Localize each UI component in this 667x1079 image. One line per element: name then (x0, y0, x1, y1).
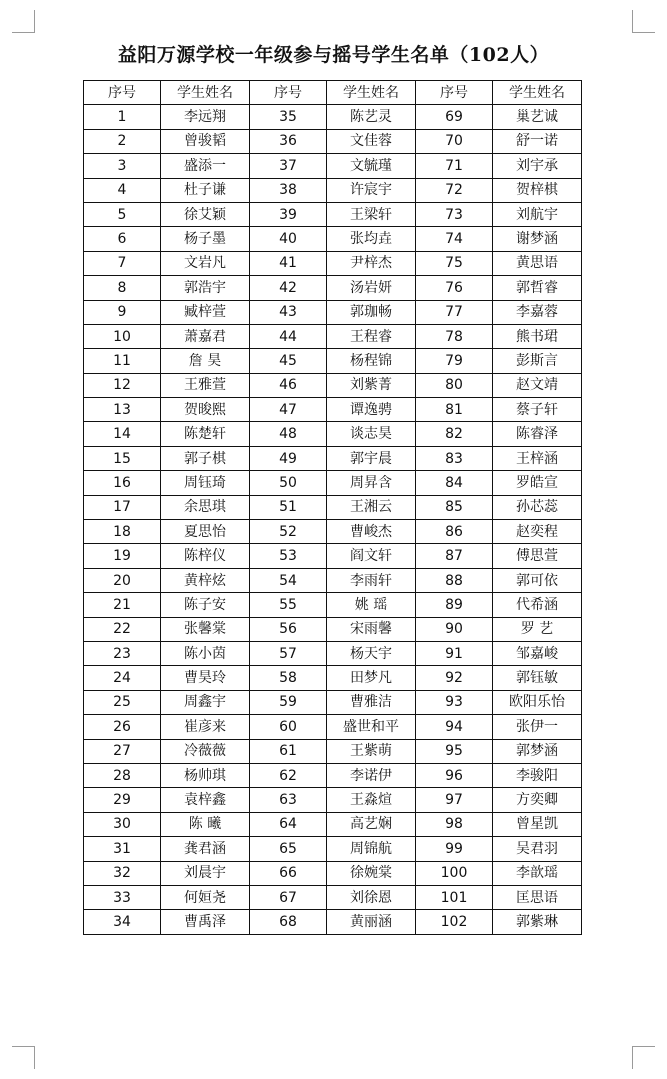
student-number-cell: 87 (416, 544, 493, 568)
student-number-cell: 80 (416, 373, 493, 397)
student-number-cell: 15 (84, 446, 161, 470)
student-name-cell: 李雨轩 (327, 568, 416, 592)
student-name-cell: 郭钰敏 (493, 666, 582, 690)
student-name-cell: 刘徐恩 (327, 885, 416, 909)
student-name-cell: 郭子棋 (161, 446, 250, 470)
student-name-cell: 李骏阳 (493, 763, 582, 787)
student-number-cell: 3 (84, 154, 161, 178)
student-number-cell: 76 (416, 276, 493, 300)
student-name-cell: 吴君羽 (493, 837, 582, 861)
student-number-cell: 42 (250, 276, 327, 300)
header-cell: 序号 (416, 81, 493, 105)
student-number-cell: 31 (84, 837, 161, 861)
student-number-cell: 90 (416, 617, 493, 641)
document-title: 益阳万源学校一年级参与摇号学生名单（102人） (117, 44, 550, 66)
student-name-cell: 黄思语 (493, 251, 582, 275)
table-body (84, 105, 582, 934)
student-name-cell: 郭可依 (493, 568, 582, 592)
table-row (84, 739, 582, 763)
page-corner-mark (632, 1046, 655, 1069)
student-name-cell: 曹昊玲 (161, 666, 250, 690)
student-number-cell: 11 (84, 349, 161, 373)
student-name-cell: 黄丽涵 (327, 910, 416, 934)
student-name-cell: 龚君涵 (161, 837, 250, 861)
student-name-cell: 陈睿泽 (493, 422, 582, 446)
student-name-cell: 罗皓宣 (493, 471, 582, 495)
student-name-cell: 王淼煊 (327, 788, 416, 812)
student-name-cell: 邹嘉峻 (493, 641, 582, 665)
student-name-cell: 郭梦涵 (493, 739, 582, 763)
student-name-cell: 周锦航 (327, 837, 416, 861)
table-row (84, 520, 582, 544)
student-number-cell: 74 (416, 227, 493, 251)
table-row (84, 617, 582, 641)
table-row (84, 763, 582, 787)
table-row (84, 593, 582, 617)
table-row (84, 837, 582, 861)
student-number-cell: 38 (250, 178, 327, 202)
student-name-cell: 文毓瑾 (327, 154, 416, 178)
student-name-cell: 杨天宇 (327, 641, 416, 665)
student-name-cell: 郭珈畅 (327, 300, 416, 324)
student-number-cell: 23 (84, 641, 161, 665)
student-name-cell: 臧梓萱 (161, 300, 250, 324)
table-row (84, 276, 582, 300)
student-number-cell: 58 (250, 666, 327, 690)
student-name-cell: 方奕卿 (493, 788, 582, 812)
student-name-cell: 赵文靖 (493, 373, 582, 397)
student-number-cell: 92 (416, 666, 493, 690)
student-number-cell: 101 (416, 885, 493, 909)
table-row (84, 324, 582, 348)
student-number-cell: 29 (84, 788, 161, 812)
student-name-cell: 王湘云 (327, 495, 416, 519)
student-number-cell: 48 (250, 422, 327, 446)
student-number-cell: 62 (250, 763, 327, 787)
student-number-cell: 30 (84, 812, 161, 836)
student-number-cell: 12 (84, 373, 161, 397)
student-number-cell: 17 (84, 495, 161, 519)
student-number-cell: 88 (416, 568, 493, 592)
student-name-cell: 欧阳乐怡 (493, 690, 582, 714)
student-name-cell: 刘晨宇 (161, 861, 250, 885)
student-number-cell: 22 (84, 617, 161, 641)
student-number-cell: 37 (250, 154, 327, 178)
student-number-cell: 44 (250, 324, 327, 348)
student-name-cell: 文岩凡 (161, 251, 250, 275)
student-number-cell: 66 (250, 861, 327, 885)
student-name-cell: 孙芯蕊 (493, 495, 582, 519)
student-number-cell: 67 (250, 885, 327, 909)
student-name-cell: 姚 瑶 (327, 593, 416, 617)
student-name-cell: 夏思怡 (161, 520, 250, 544)
student-number-cell: 95 (416, 739, 493, 763)
table-row (84, 202, 582, 226)
student-name-cell: 陈小茵 (161, 641, 250, 665)
header-cell: 学生姓名 (327, 81, 416, 105)
table-row (84, 666, 582, 690)
student-name-cell: 赵奕程 (493, 520, 582, 544)
table-row (84, 105, 582, 129)
student-number-cell: 63 (250, 788, 327, 812)
student-number-cell: 1 (84, 105, 161, 129)
table-row (84, 568, 582, 592)
student-name-cell: 王雅萱 (161, 373, 250, 397)
student-number-cell: 55 (250, 593, 327, 617)
student-number-cell: 82 (416, 422, 493, 446)
student-number-cell: 84 (416, 471, 493, 495)
student-name-cell: 谈志昊 (327, 422, 416, 446)
table-row (84, 885, 582, 909)
student-name-cell: 许宸宇 (327, 178, 416, 202)
student-number-cell: 102 (416, 910, 493, 934)
student-name-cell: 王紫萌 (327, 739, 416, 763)
student-number-cell: 71 (416, 154, 493, 178)
student-number-cell: 7 (84, 251, 161, 275)
student-number-cell: 89 (416, 593, 493, 617)
student-name-cell: 曹雅洁 (327, 690, 416, 714)
student-name-cell: 罗 艺 (493, 617, 582, 641)
student-name-cell: 王梁轩 (327, 202, 416, 226)
student-name-cell: 李歆瑶 (493, 861, 582, 885)
table-row (84, 446, 582, 470)
student-number-cell: 86 (416, 520, 493, 544)
student-number-cell: 100 (416, 861, 493, 885)
student-name-cell: 陈楚轩 (161, 422, 250, 446)
student-name-cell: 徐婉棠 (327, 861, 416, 885)
student-number-cell: 68 (250, 910, 327, 934)
student-number-cell: 16 (84, 471, 161, 495)
student-name-cell: 徐艾颖 (161, 202, 250, 226)
student-name-cell: 崔彦来 (161, 715, 250, 739)
header-cell: 学生姓名 (161, 81, 250, 105)
table-row (84, 422, 582, 446)
table-row (84, 812, 582, 836)
student-number-cell: 51 (250, 495, 327, 519)
student-number-cell: 65 (250, 837, 327, 861)
student-number-cell: 35 (250, 105, 327, 129)
student-name-cell: 刘航宇 (493, 202, 582, 226)
student-number-cell: 56 (250, 617, 327, 641)
student-number-cell: 27 (84, 739, 161, 763)
student-name-cell: 尹梓杰 (327, 251, 416, 275)
student-number-cell: 91 (416, 641, 493, 665)
student-number-cell: 26 (84, 715, 161, 739)
student-name-cell: 黄梓炫 (161, 568, 250, 592)
student-name-cell: 张馨棠 (161, 617, 250, 641)
student-name-cell: 张均垚 (327, 227, 416, 251)
table-row (84, 544, 582, 568)
student-number-cell: 64 (250, 812, 327, 836)
table-row (84, 251, 582, 275)
student-number-cell: 33 (84, 885, 161, 909)
student-name-cell: 田梦凡 (327, 666, 416, 690)
student-number-cell: 45 (250, 349, 327, 373)
student-number-cell: 53 (250, 544, 327, 568)
student-name-cell: 何姮尧 (161, 885, 250, 909)
student-number-cell: 72 (416, 178, 493, 202)
student-name-cell: 匡思语 (493, 885, 582, 909)
student-name-cell: 阎文轩 (327, 544, 416, 568)
student-name-cell: 宋雨馨 (327, 617, 416, 641)
table-row (84, 178, 582, 202)
student-name-cell: 李诺伊 (327, 763, 416, 787)
student-name-cell: 杨子墨 (161, 227, 250, 251)
student-number-cell: 75 (416, 251, 493, 275)
student-roster-table (83, 80, 582, 935)
student-number-cell: 60 (250, 715, 327, 739)
student-name-cell: 冷薇薇 (161, 739, 250, 763)
table-row (84, 715, 582, 739)
student-name-cell: 詹 昊 (161, 349, 250, 373)
student-name-cell: 杨帅琪 (161, 763, 250, 787)
student-number-cell: 73 (416, 202, 493, 226)
student-number-cell: 69 (416, 105, 493, 129)
student-number-cell: 50 (250, 471, 327, 495)
student-number-cell: 20 (84, 568, 161, 592)
student-number-cell: 79 (416, 349, 493, 373)
table-row (84, 154, 582, 178)
table-row (84, 129, 582, 153)
header-cell: 序号 (84, 81, 161, 105)
table-row (84, 227, 582, 251)
student-number-cell: 47 (250, 398, 327, 422)
page-corner-mark (12, 10, 35, 33)
student-name-cell: 谢梦涵 (493, 227, 582, 251)
student-name-cell: 彭斯言 (493, 349, 582, 373)
student-number-cell: 21 (84, 593, 161, 617)
student-number-cell: 39 (250, 202, 327, 226)
student-name-cell: 舒一诺 (493, 129, 582, 153)
student-name-cell: 郭紫琳 (493, 910, 582, 934)
table-row (84, 690, 582, 714)
student-number-cell: 57 (250, 641, 327, 665)
student-number-cell: 98 (416, 812, 493, 836)
student-name-cell: 文佳蓉 (327, 129, 416, 153)
student-name-cell: 杜子谦 (161, 178, 250, 202)
student-name-cell: 张伊一 (493, 715, 582, 739)
table-header-row (84, 81, 582, 105)
student-number-cell: 99 (416, 837, 493, 861)
student-name-cell: 贺晙熙 (161, 398, 250, 422)
table-row (84, 910, 582, 934)
table-row (84, 373, 582, 397)
student-name-cell: 刘宇承 (493, 154, 582, 178)
student-name-cell: 郭浩宇 (161, 276, 250, 300)
student-name-cell: 陈子安 (161, 593, 250, 617)
student-number-cell: 78 (416, 324, 493, 348)
table-row (84, 861, 582, 885)
table-row (84, 495, 582, 519)
student-number-cell: 49 (250, 446, 327, 470)
student-number-cell: 40 (250, 227, 327, 251)
student-number-cell: 52 (250, 520, 327, 544)
header-cell: 学生姓名 (493, 81, 582, 105)
table-row (84, 349, 582, 373)
student-name-cell: 曹峻杰 (327, 520, 416, 544)
student-number-cell: 97 (416, 788, 493, 812)
header-cell: 序号 (250, 81, 327, 105)
student-number-cell: 34 (84, 910, 161, 934)
student-name-cell: 袁梓鑫 (161, 788, 250, 812)
student-name-cell: 余思琪 (161, 495, 250, 519)
student-name-cell: 傅思萱 (493, 544, 582, 568)
page-corner-mark (632, 10, 655, 33)
student-number-cell: 13 (84, 398, 161, 422)
student-number-cell: 70 (416, 129, 493, 153)
student-name-cell: 曹禹泽 (161, 910, 250, 934)
student-number-cell: 85 (416, 495, 493, 519)
student-name-cell: 王梓涵 (493, 446, 582, 470)
student-number-cell: 19 (84, 544, 161, 568)
student-number-cell: 54 (250, 568, 327, 592)
student-name-cell: 曾星凯 (493, 812, 582, 836)
student-number-cell: 4 (84, 178, 161, 202)
table-row (84, 398, 582, 422)
table-row (84, 788, 582, 812)
student-name-cell: 蔡子轩 (493, 398, 582, 422)
student-number-cell: 83 (416, 446, 493, 470)
student-name-cell: 杨程锦 (327, 349, 416, 373)
student-name-cell: 盛添一 (161, 154, 250, 178)
student-number-cell: 8 (84, 276, 161, 300)
student-name-cell: 贺梓棋 (493, 178, 582, 202)
student-number-cell: 2 (84, 129, 161, 153)
student-name-cell: 熊书珺 (493, 324, 582, 348)
student-name-cell: 郭哲睿 (493, 276, 582, 300)
student-name-cell: 萧嘉君 (161, 324, 250, 348)
student-name-cell: 巢艺诚 (493, 105, 582, 129)
student-name-cell: 郭宇晨 (327, 446, 416, 470)
student-number-cell: 96 (416, 763, 493, 787)
student-name-cell: 李远翔 (161, 105, 250, 129)
student-number-cell: 59 (250, 690, 327, 714)
student-number-cell: 41 (250, 251, 327, 275)
student-name-cell: 高艺娴 (327, 812, 416, 836)
student-number-cell: 9 (84, 300, 161, 324)
student-name-cell: 刘紫菁 (327, 373, 416, 397)
student-number-cell: 77 (416, 300, 493, 324)
student-number-cell: 61 (250, 739, 327, 763)
student-name-cell: 李嘉蓉 (493, 300, 582, 324)
student-number-cell: 10 (84, 324, 161, 348)
table-row (84, 641, 582, 665)
student-name-cell: 周昇含 (327, 471, 416, 495)
student-name-cell: 陈 曦 (161, 812, 250, 836)
student-number-cell: 46 (250, 373, 327, 397)
student-name-cell: 曾骏韬 (161, 129, 250, 153)
student-name-cell: 谭逸骋 (327, 398, 416, 422)
student-number-cell: 36 (250, 129, 327, 153)
student-name-cell: 汤岩妍 (327, 276, 416, 300)
student-name-cell: 盛世和平 (327, 715, 416, 739)
student-number-cell: 94 (416, 715, 493, 739)
student-name-cell: 周钰琦 (161, 471, 250, 495)
student-number-cell: 81 (416, 398, 493, 422)
student-number-cell: 6 (84, 227, 161, 251)
student-name-cell: 陈艺灵 (327, 105, 416, 129)
student-number-cell: 93 (416, 690, 493, 714)
student-number-cell: 32 (84, 861, 161, 885)
student-name-cell: 周鑫宇 (161, 690, 250, 714)
student-number-cell: 18 (84, 520, 161, 544)
student-number-cell: 28 (84, 763, 161, 787)
student-number-cell: 24 (84, 666, 161, 690)
student-number-cell: 43 (250, 300, 327, 324)
student-name-cell: 代希涵 (493, 593, 582, 617)
table-row (84, 300, 582, 324)
table-row (84, 471, 582, 495)
student-number-cell: 25 (84, 690, 161, 714)
student-name-cell: 王程睿 (327, 324, 416, 348)
student-name-cell: 陈梓仪 (161, 544, 250, 568)
page-corner-mark (12, 1046, 35, 1069)
student-number-cell: 5 (84, 202, 161, 226)
student-number-cell: 14 (84, 422, 161, 446)
